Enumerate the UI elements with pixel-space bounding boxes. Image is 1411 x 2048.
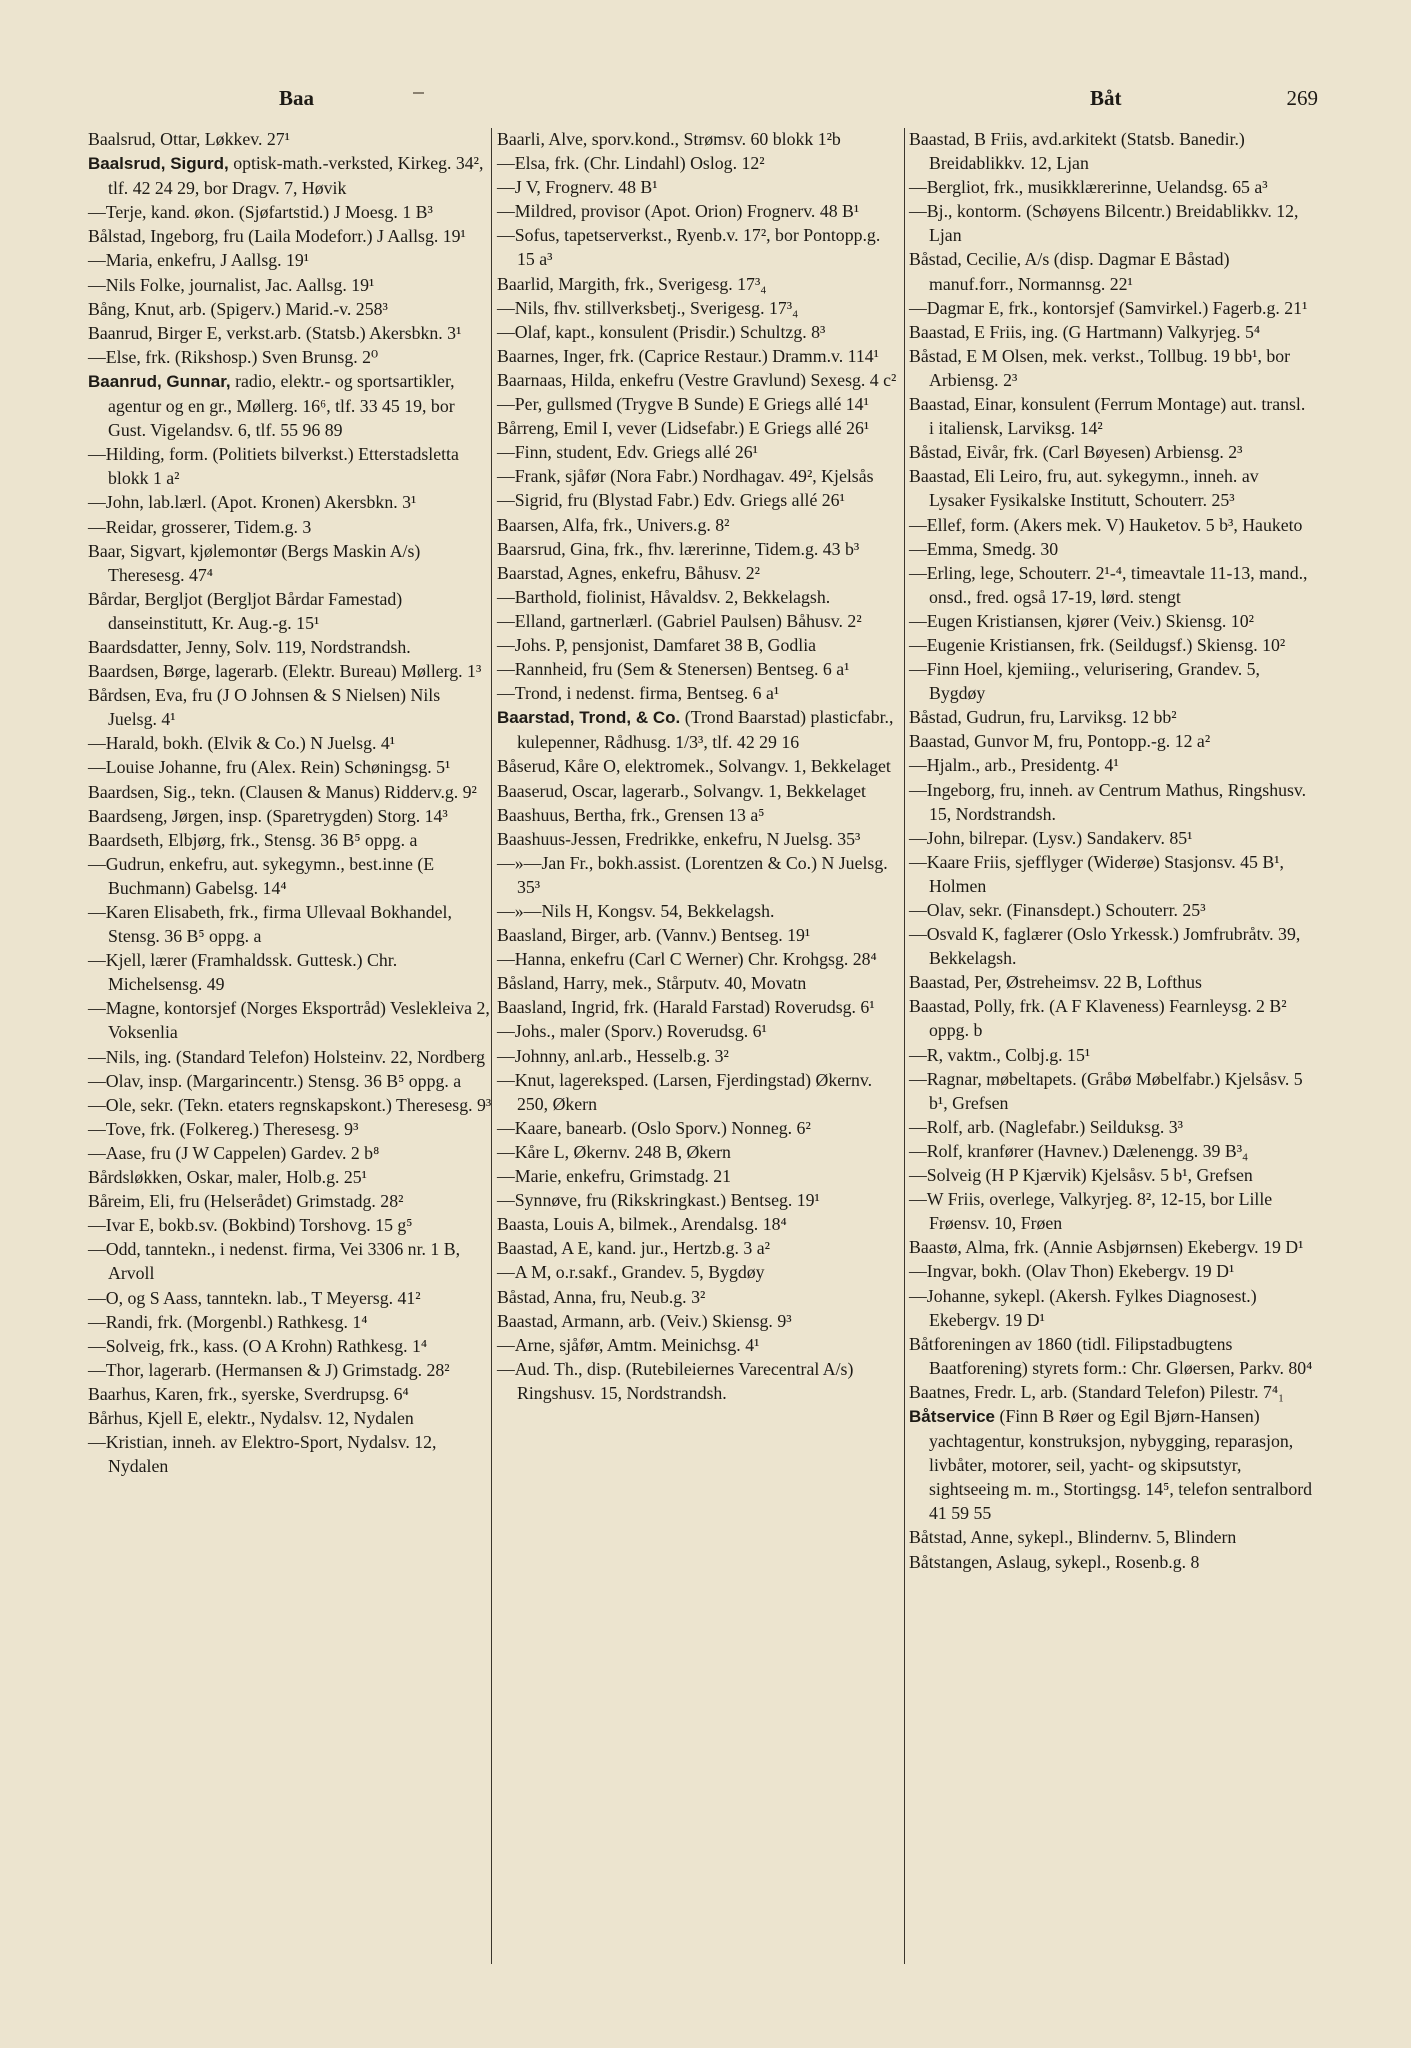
entry-text: Baarstad, Agnes, enkefru, Båhusv. 2² [497, 562, 760, 583]
entry-text: —Per, gullsmed (Trygve B Sunde) E Griegs allé 14¹ [497, 394, 869, 415]
directory-entry [909, 464, 1313, 512]
entry-text: —Ingvar, bokh. (Olav Thon) Ekebergv. 19 D¹ [909, 1261, 1235, 1282]
entry-text: Baardsdatter, Jenny, Solv. 119, Nordstrandsh. [88, 636, 411, 657]
directory-entry [88, 948, 492, 996]
directory-column-1 [88, 127, 492, 1478]
entry-text: Baalsrud, Ottar, Løkkev. 27¹ [88, 129, 290, 149]
entry-bold-name: Baarstad, Trond, & Co. [497, 708, 681, 728]
entry-text: —Odd, tanntekn., i nedenst. firma, Vei 3306 nr. 1 B, Arvoll [88, 1239, 461, 1284]
entry-text: Baarlid, Margith, frk., Sverigesg. 17³₄ [497, 273, 767, 294]
entry-text: —Louise Johanne, fru (Alex. Rein) Schøningsg. 5¹ [88, 757, 451, 778]
entry-text: Baar, Sigvart, kjølemontør (Bergs Maskin A/s) Theresesg. 47⁴ [88, 540, 421, 585]
directory-entry [497, 127, 901, 151]
directory-entry [909, 922, 1313, 970]
directory-entry [497, 561, 901, 585]
running-head-left: Baa [279, 86, 315, 110]
directory-entry [88, 780, 492, 804]
directory-entry [497, 344, 901, 368]
entry-text: —Dagmar E, frk., kontorsjef (Samvirkel.) Fagerb.g. 21¹ [909, 297, 1308, 318]
entry-text: (Trond Baarstad) plasticfabr., kulepenner, Rådhusg. 1/3³, tlf. 42 29 16 [517, 707, 894, 753]
entry-text: —Barthold, fiolinist, Håvaldsv. 2, Bekkelagsh. [497, 586, 831, 607]
directory-entry [909, 705, 1313, 729]
directory-entry [88, 1045, 492, 1069]
entry-text: —Emma, Smedg. 30 [909, 538, 1059, 559]
directory-entry [497, 320, 901, 344]
entry-text: —Eugen Kristiansen, kjører (Veiv.) Skiensg. 10² [909, 610, 1254, 631]
directory-entry [88, 490, 492, 514]
entry-text: Baardsen, Børge, lagerarb. (Elektr. Bureau) Møllerg. 1³ [88, 661, 482, 682]
directory-entry [497, 851, 901, 899]
entry-text: —John, bilrepar. (Lysv.) Sandakerv. 85¹ [909, 827, 1193, 848]
directory-entry [909, 344, 1313, 392]
entry-text: —Gudrun, enkefru, aut. sykegymn., best.inne (E Buchmann) Gabelsg. 14⁴ [88, 853, 435, 898]
directory-entry [497, 657, 901, 681]
entry-text: —R, vaktm., Colbj.g. 15¹ [909, 1044, 1091, 1065]
directory-entry [497, 1068, 901, 1116]
directory-entry [88, 1430, 492, 1478]
directory-entry [88, 151, 492, 200]
directory-entry [497, 1260, 901, 1284]
entry-text: —John, lab.lærl. (Apot. Kronen) Akersbkn. 3¹ [88, 492, 417, 513]
entry-text: —Ragnar, møbeltapets. (Gråbø Møbelfabr.) Kjelsåsv. 5 b¹, Grefsen [909, 1068, 1303, 1113]
directory-entry [88, 1406, 492, 1430]
entry-text: —Thor, lagerarb. (Hermansen & J) Grimstadg. 28² [88, 1359, 450, 1380]
entry-text: Båstad, Eivår, frk. (Carl Bøyesen) Arbiensg. 2³ [909, 442, 1243, 463]
directory-entry [88, 755, 492, 779]
entry-text: Båtforeningen av 1860 (tidl. Filipstadbugtens Baatforening) styrets form.: Chr. Gløersen, Parkv. 80⁴ [909, 1333, 1313, 1378]
ink-mark [413, 92, 424, 94]
directory-entry [88, 442, 492, 490]
directory-entry [497, 1357, 901, 1405]
entry-text: —Randi, frk. (Morgenbl.) Rathkesg. 1⁴ [88, 1311, 368, 1332]
directory-entry [909, 729, 1313, 753]
directory-entry [88, 804, 492, 828]
running-head-right: Båt [1090, 86, 1122, 110]
entry-text: Baastad, Polly, frk. (A F Klaveness) Fearnleysg. 2 B² oppg. b [909, 996, 1287, 1041]
entry-text: Baardseng, Jørgen, insp. (Sparetrygden) Storg. 14³ [88, 805, 448, 826]
directory-entry [497, 1309, 901, 1333]
directory-entry [909, 1332, 1313, 1380]
directory-entry [909, 127, 1313, 175]
entry-text: —Kristian, inneh. av Elektro-Sport, Nydalsv. 12, Nydalen [88, 1432, 437, 1477]
entry-text: Bårdsen, Eva, fru (J O Johnsen & S Nielsen) Nils Juelsg. 4¹ [88, 685, 441, 730]
directory-entry [497, 464, 901, 488]
entry-text: Baastad, Einar, konsulent (Ferrum Montage) aut. transl. i italiensk, Larviksg. 14² [909, 394, 1306, 439]
directory-entry [497, 272, 901, 296]
entry-text: —Ellef, form. (Akers mek. V) Hauketov. 5 b³, Hauketo [909, 514, 1303, 535]
entry-text: Båtstad, Anne, sykepl., Blindernv. 5, Blindern [909, 1527, 1237, 1548]
directory-entry [88, 321, 492, 345]
directory-column-2 [497, 127, 901, 1405]
directory-entry [497, 803, 901, 827]
directory-entry [88, 1358, 492, 1382]
entry-text: —Reidar, grosserer, Tidem.g. 3 [88, 516, 312, 537]
directory-entry [88, 683, 492, 731]
directory-entry [497, 1164, 901, 1188]
directory-entry [497, 1188, 901, 1212]
entry-text: Baardsen, Sig., tekn. (Clausen & Manus) Ridderv.g. 9² [88, 781, 477, 802]
entry-text: —Nils Folke, journalist, Jac. Aallsg. 19¹ [88, 274, 375, 295]
entry-text: Baashuus, Bertha, frk., Grensen 13 a⁵ [497, 804, 765, 825]
directory-entry [88, 1117, 492, 1141]
directory-entry [88, 1334, 492, 1358]
entry-text: Baardseth, Elbjørg, frk., Stensg. 36 B⁵ oppg. a [88, 829, 418, 850]
directory-entry [88, 659, 492, 683]
directory-entry [88, 369, 492, 442]
entry-text: —J V, Frognerv. 48 B¹ [497, 177, 658, 198]
directory-entry [909, 1525, 1313, 1549]
entry-text: —Bj., kontorm. (Schøyens Bilcentr.) Breidablikkv. 12, Ljan [909, 201, 1299, 246]
directory-entry [909, 296, 1313, 320]
directory-entry [88, 515, 492, 539]
entry-text: Baastø, Alma, frk. (Annie Asbjørnsen) Ekebergv. 19 D¹ [909, 1237, 1304, 1258]
entry-text: Bårdsløkken, Oskar, maler, Holb.g. 25¹ [88, 1167, 367, 1188]
entry-text: —Nils, fhv. stillverksbetj., Sverigesg. 17³₄ [497, 297, 799, 318]
entry-text: (Finn B Røer og Egil Bjørn-Hansen) yachtagentur, konstruksjon, nybygging, reparasjon, livbåter, motorer, seil, yacht- og skipsutstyr, sightseeing m. m., Stortingsg. 14⁵, telefon sentralbord 41 59 55 [929, 1405, 1313, 1524]
entry-text: Baarli, Alve, sporv.kond., Strømsv. 60 blokk 1²b [497, 129, 841, 149]
directory-entry [497, 513, 901, 537]
entry-text: —W Friis, overlege, Valkyrjeg. 8², 12-15, bor Lille Frøensv. 10, Frøen [909, 1189, 1273, 1234]
entry-text: —Hanna, enkefru (Carl C Werner) Chr. Krohgsg. 28⁴ [497, 949, 877, 970]
entry-text: —Synnøve, fru (Rikskringkast.) Bentseg. 19¹ [497, 1190, 820, 1211]
directory-entry [497, 1116, 901, 1140]
directory-entry [88, 996, 492, 1044]
entry-text: —A M, o.r.sakf., Grandev. 5, Bygdøy [497, 1262, 765, 1283]
directory-entry [497, 705, 901, 754]
entry-text: —Aase, fru (J W Cappelen) Gardev. 2 b⁸ [88, 1142, 380, 1163]
entry-text: —Sigrid, fru (Blystad Fabr.) Edv. Griegs allé 26¹ [497, 490, 845, 511]
entry-text: —Karen Elisabeth, frk., firma Ullevaal Bokhandel, Stensg. 36 B⁵ oppg. a [88, 902, 452, 947]
directory-entry [909, 657, 1313, 705]
entry-text: —Olav, sekr. (Finansdept.) Schouterr. 25³ [909, 900, 1206, 920]
entry-text: Baasland, Birger, arb. (Vannv.) Bentseg. 19¹ [497, 925, 811, 946]
directory-entry [497, 1019, 901, 1043]
entry-text: —Tove, frk. (Folkereg.) Theresesg. 9³ [88, 1118, 359, 1139]
entry-text: Bårhus, Kjell E, elektr., Nydalsv. 12, Nydalen [88, 1407, 414, 1428]
directory-entry [88, 1213, 492, 1237]
directory-entry [909, 561, 1313, 609]
entry-text: Bårreng, Emil I, vever (Lidsefabr.) E Griegs allé 26¹ [497, 418, 870, 439]
entry-text: —Finn, student, Edv. Griegs allé 26¹ [497, 442, 758, 463]
entry-text: —Erling, lege, Schouterr. 2¹-⁴, timeavtale 11-13, mand., onsd., fred. også 17-19, lørd. stengt [909, 562, 1308, 607]
directory-entry [497, 754, 901, 778]
entry-text: Baarhus, Karen, frk., syerske, Sverdrupsg. 6⁴ [88, 1383, 409, 1404]
directory-entry [909, 1404, 1313, 1525]
directory-entry [909, 1043, 1313, 1067]
entry-text: Baastad, Eli Leiro, fru, aut. sykegymn., inneh. av Lysaker Fysikalske Institutt, Schouterr. 25³ [909, 466, 1259, 511]
directory-entry [497, 947, 901, 971]
entry-text: —Maria, enkefru, J Aallsg. 19¹ [88, 250, 310, 271]
directory-entry [497, 633, 901, 657]
directory-entry [88, 224, 492, 248]
entry-text: —Elsa, frk. (Chr. Lindahl) Oslog. 12² [497, 153, 765, 174]
directory-entry [88, 635, 492, 659]
directory-entry [88, 900, 492, 948]
directory-entry [909, 970, 1313, 994]
entry-text: Bårdar, Bergljot (Bergljot Bårdar Famestad) danseinstitutt, Kr. Aug.-g. 15¹ [88, 588, 403, 633]
directory-entry [909, 1067, 1313, 1115]
entry-text: —Marie, enkefru, Grimstadg. 21 [497, 1166, 732, 1187]
directory-entry [88, 539, 492, 587]
directory-entry [909, 850, 1313, 898]
directory-entry [909, 778, 1313, 826]
directory-entry [497, 416, 901, 440]
entry-text: —Finn Hoel, kjemiing., velurisering, Grandev. 5, Bygdøy [909, 659, 1260, 704]
directory-entry [497, 585, 901, 609]
directory-entry [497, 779, 901, 803]
directory-entry [497, 1285, 901, 1309]
entry-text: —Aud. Th., disp. (Rutebileiernes Varecentral A/s) Ringshusv. 15, Nordstrandsh. [497, 1358, 854, 1403]
directory-entry [497, 1140, 901, 1164]
entry-text: Båtstangen, Aslaug, sykepl., Rosenb.g. 8 [909, 1551, 1200, 1572]
entry-text: Baarnaas, Hilda, enkefru (Vestre Gravlund) Sexesg. 4 c² [497, 369, 897, 390]
entry-text: —Knut, lagereksped. (Larsen, Fjerdingstad) Økernv. 250, Økern [497, 1069, 873, 1114]
entry-text: —Solveig (H P Kjærvik) Kjelsåsv. 5 b¹, Grefsen [909, 1165, 1253, 1186]
entry-text: radio, elektr.- og sportsartikler, agentur og en gr., Møllerg. 16⁶, tlf. 33 45 19, bor Gust. Vigelandsv. 6, tlf. 55 96 89 [108, 370, 455, 441]
directory-entry [909, 537, 1313, 561]
directory-entry [909, 1259, 1313, 1283]
entry-text: Båstad, Cecilie, A/s (disp. Dagmar E Båstad) manuf.forr., Normannsg. 22¹ [909, 249, 1230, 294]
directory-entry [909, 898, 1313, 922]
directory-entry [909, 199, 1313, 247]
directory-entry [497, 223, 901, 271]
directory-entry [909, 1235, 1313, 1259]
entry-text: —Frank, sjåfør (Nora Fabr.) Nordhagav. 49², Kjelsås [497, 466, 874, 487]
directory-entry [909, 1163, 1313, 1187]
entry-text: —Terje, kand. økon. (Sjøfartstid.) J Moesg. 1 B³ [88, 202, 433, 223]
entry-bold-name: Baanrud, Gunnar, [88, 371, 231, 391]
directory-entry [497, 151, 901, 175]
directory-entry [88, 1141, 492, 1165]
entry-text: Båstad, E M Olsen, mek. verkst., Tollbug. 19 bb¹, bor Arbiensg. 2³ [909, 345, 1291, 390]
directory-entry [909, 440, 1313, 464]
directory-entry [497, 488, 901, 512]
directory-entry [909, 753, 1313, 777]
entry-text: Baanrud, Birger E, verkst.arb. (Statsb.) Akersbkn. 3¹ [88, 322, 462, 343]
entry-text: Baastad, A E, kand. jur., Hertzb.g. 3 a² [497, 1238, 770, 1259]
entry-text: —Johs. P, pensjonist, Damfaret 38 B, Godlia [497, 634, 817, 655]
directory-entry [909, 1550, 1313, 1574]
entry-text: —Olav, insp. (Margarincentr.) Stensg. 36 B⁵ oppg. a [88, 1070, 462, 1091]
directory-entry [909, 633, 1313, 657]
entry-text: —Ingeborg, fru, inneh. av Centrum Mathus, Ringshusv. 15, Nordstrandsh. [909, 779, 1307, 824]
directory-entry [497, 1044, 901, 1068]
directory-entry [497, 1333, 901, 1357]
entry-text: —Olaf, kapt., konsulent (Prisdir.) Schultzg. 8³ [497, 321, 826, 342]
directory-entry [909, 513, 1313, 537]
directory-entry [497, 995, 901, 1019]
directory-entry [497, 199, 901, 223]
entry-text: —Nils, ing. (Standard Telefon) Holsteinv. 22, Nordberg [88, 1046, 485, 1067]
directory-entry [88, 852, 492, 900]
entry-text: Baastad, Gunvor M, fru, Pontopp.-g. 12 a² [909, 731, 1211, 752]
directory-entry [497, 392, 901, 416]
directory-entry [88, 1189, 492, 1213]
entry-text: —Eugenie Kristiansen, frk. (Seildugsf.) Skiensg. 10² [909, 634, 1286, 655]
page-number: 269 [1286, 86, 1318, 110]
directory-entry [909, 826, 1313, 850]
directory-entry [88, 1069, 492, 1093]
directory-entry [909, 609, 1313, 633]
entry-text: Båserud, Kåre O, elektromek., Solvangv. 1, Bekkelaget [497, 756, 891, 777]
directory-entry [909, 1139, 1313, 1163]
entry-text: Baaserud, Oscar, lagerarb., Solvangv. 1, Bekkelaget [497, 780, 866, 801]
directory-entry [909, 247, 1313, 295]
entry-text: Baatnes, Fredr. L, arb. (Standard Telefon) Pilestr. 7⁴₁ [909, 1381, 1285, 1402]
entry-text: optisk-math.-verksted, Kirkeg. 34², tlf. 42 24 29, bor Dragv. 7, Høvik [108, 153, 484, 199]
directory-entry [909, 320, 1313, 344]
entry-bold-name: Baalsrud, Sigurd, [88, 154, 229, 174]
entry-text: —Johs., maler (Sporv.) Roverudsg. 6¹ [497, 1021, 767, 1042]
entry-text: —Bergliot, frk., musikklærerinne, Uelandsg. 65 a³ [909, 177, 1268, 198]
entry-text: —Hilding, form. (Politiets bilverkst.) Etterstadsletta blokk 1 a² [88, 444, 459, 489]
entry-text: —Osvald K, faglærer (Oslo Yrkessk.) Jomfrubråtv. 39, Bekkelagsh. [909, 924, 1301, 969]
entry-text: Båreim, Eli, fru (Helserådet) Grimstadg. 28² [88, 1191, 404, 1212]
entry-text: —»—Jan Fr., bokh.assist. (Lorentzen & Co.) N Juelsg. 35³ [497, 852, 888, 897]
entry-text: Båstad, Anna, fru, Neub.g. 3² [497, 1286, 706, 1307]
directory-entry [88, 1093, 492, 1117]
directory-entry [497, 923, 901, 947]
directory-entry [88, 127, 492, 151]
entry-text: —Rannheid, fru (Sem & Stenersen) Bentseg. 6 a¹ [497, 659, 850, 680]
directory-entry [88, 1237, 492, 1285]
entry-text: Baastad, E Friis, ing. (G Hartmann) Valkyrjeg. 5⁴ [909, 321, 1261, 342]
directory-entry [88, 828, 492, 852]
directory-entry [497, 368, 901, 392]
directory-entry [88, 273, 492, 297]
entry-text: —Johnny, anl.arb., Hesselb.g. 3² [497, 1045, 729, 1066]
entry-text: Baasta, Louis A, bilmek., Arendalsg. 18⁴ [497, 1214, 787, 1235]
entry-text: —Else, frk. (Rikshosp.) Sven Brunsg. 2⁰ [88, 346, 379, 367]
directory-entry [88, 587, 492, 635]
directory-entry [909, 1380, 1313, 1404]
entry-text: —Kaare Friis, sjefflyger (Widerøe) Stasjonsv. 45 B¹, Holmen [909, 851, 1284, 896]
entry-text: —»—Nils H, Kongsv. 54, Bekkelagsh. [497, 901, 775, 921]
directory-entry [909, 392, 1313, 440]
directory-entry [497, 899, 901, 923]
entry-text: Baastad, Per, Østreheimsv. 22 B, Lofthus [909, 972, 1202, 993]
directory-entry [88, 1310, 492, 1334]
directory-entry [88, 200, 492, 224]
column-rule-2 [904, 128, 905, 1964]
entry-text: —Kjell, lærer (Framhaldssk. Guttesk.) Chr. Michelsensg. 49 [88, 950, 398, 995]
entry-text: Baasland, Ingrid, frk. (Harald Farstad) Roverudsg. 6¹ [497, 997, 875, 1018]
entry-text: —Hjalm., arb., Presidentg. 4¹ [909, 755, 1119, 776]
directory-column-3 [909, 127, 1313, 1574]
directory-entry [497, 681, 901, 705]
entry-text: —Ivar E, bokb.sv. (Bokbind) Torshovg. 15 g⁵ [88, 1215, 413, 1236]
entry-text: Baastad, Armann, arb. (Veiv.) Skiensg. 9³ [497, 1310, 792, 1331]
directory-entry [909, 1284, 1313, 1332]
entry-text: Båstad, Gudrun, fru, Larviksg. 12 bb² [909, 707, 1177, 728]
directory-entry [497, 296, 901, 320]
directory-entry [909, 1115, 1313, 1139]
entry-text: —Mildred, provisor (Apot. Orion) Frognerv. 48 B¹ [497, 201, 860, 222]
entry-text: Bålstad, Ingeborg, fru (Laila Modeforr.) J Aallsg. 19¹ [88, 226, 466, 247]
entry-text: Baastad, B Friis, avd.arkitekt (Statsb. Banedir.) Breidablikkv. 12, Ljan [909, 129, 1245, 174]
directory-entry [88, 1286, 492, 1310]
directory-entry [909, 175, 1313, 199]
directory-entry [497, 537, 901, 561]
entry-text: —Arne, sjåfør, Amtm. Meinichsg. 4¹ [497, 1334, 760, 1355]
directory-entry [88, 731, 492, 755]
entry-text: —Rolf, arb. (Naglefabr.) Seilduksg. 3³ [909, 1116, 1183, 1137]
directory-entry [497, 1212, 901, 1236]
entry-text: —Trond, i nedenst. firma, Bentseg. 6 a¹ [497, 683, 780, 704]
entry-text: —O, og S Aass, tanntekn. lab., T Meyersg. 41² [88, 1287, 421, 1308]
entry-text: —Sofus, tapetserverkst., Ryenb.v. 17², bor Pontopp.g. 15 a³ [497, 225, 881, 270]
directory-entry [497, 440, 901, 464]
entry-text: —Solveig, frk., kass. (O A Krohn) Rathkesg. 1⁴ [88, 1335, 428, 1356]
directory-entry [497, 1236, 901, 1260]
directory-entry [909, 1187, 1313, 1235]
directory-entry [88, 1165, 492, 1189]
entry-text: —Kåre L, Økernv. 248 B, Økern [497, 1141, 731, 1162]
entry-text: —Kaare, banearb. (Oslo Sporv.) Nonneg. 6² [497, 1117, 811, 1138]
entry-text: —Elland, gartnerlærl. (Gabriel Paulsen) Båhusv. 2² [497, 610, 862, 631]
entry-text: —Johanne, sykepl. (Akersh. Fylkes Diagnosest.) Ekebergv. 19 D¹ [909, 1285, 1257, 1330]
entry-text: Båsland, Harry, mek., Stårputv. 40, Movatn [497, 973, 807, 994]
entry-text: —Harald, bokh. (Elvik & Co.) N Juelsg. 4¹ [88, 733, 396, 754]
entry-text: Bång, Knut, arb. (Spigerv.) Marid.-v. 258³ [88, 298, 388, 319]
directory-entry [497, 971, 901, 995]
entry-bold-name: Båtservice [909, 1406, 996, 1426]
entry-text: Baarsrud, Gina, frk., fhv. lærerinne, Tidem.g. 43 b³ [497, 538, 860, 559]
entry-text: —Magne, kontorsjef (Norges Eksportråd) Veslekleiva 2, Voksenlia [88, 998, 490, 1043]
directory-entry [909, 994, 1313, 1042]
entry-text: Baarsen, Alfa, frk., Univers.g. 8² [497, 514, 730, 535]
directory-entry [88, 248, 492, 272]
entry-text: —Rolf, kranfører (Havnev.) Dælenengg. 39 B³₄ [909, 1140, 1249, 1161]
entry-text: Baashuus-Jessen, Fredrikke, enkefru, N Juelsg. 35³ [497, 828, 861, 849]
directory-entry [88, 1382, 492, 1406]
directory-entry [497, 609, 901, 633]
directory-entry [497, 175, 901, 199]
directory-entry [88, 297, 492, 321]
directory-entry [88, 345, 492, 369]
directory-entry [497, 827, 901, 851]
entry-text: —Ole, sekr. (Tekn. etaters regnskapskont.) Theresesg. 9³ [88, 1094, 492, 1115]
entry-text: Baarnes, Inger, frk. (Caprice Restaur.) Dramm.v. 114¹ [497, 345, 880, 366]
